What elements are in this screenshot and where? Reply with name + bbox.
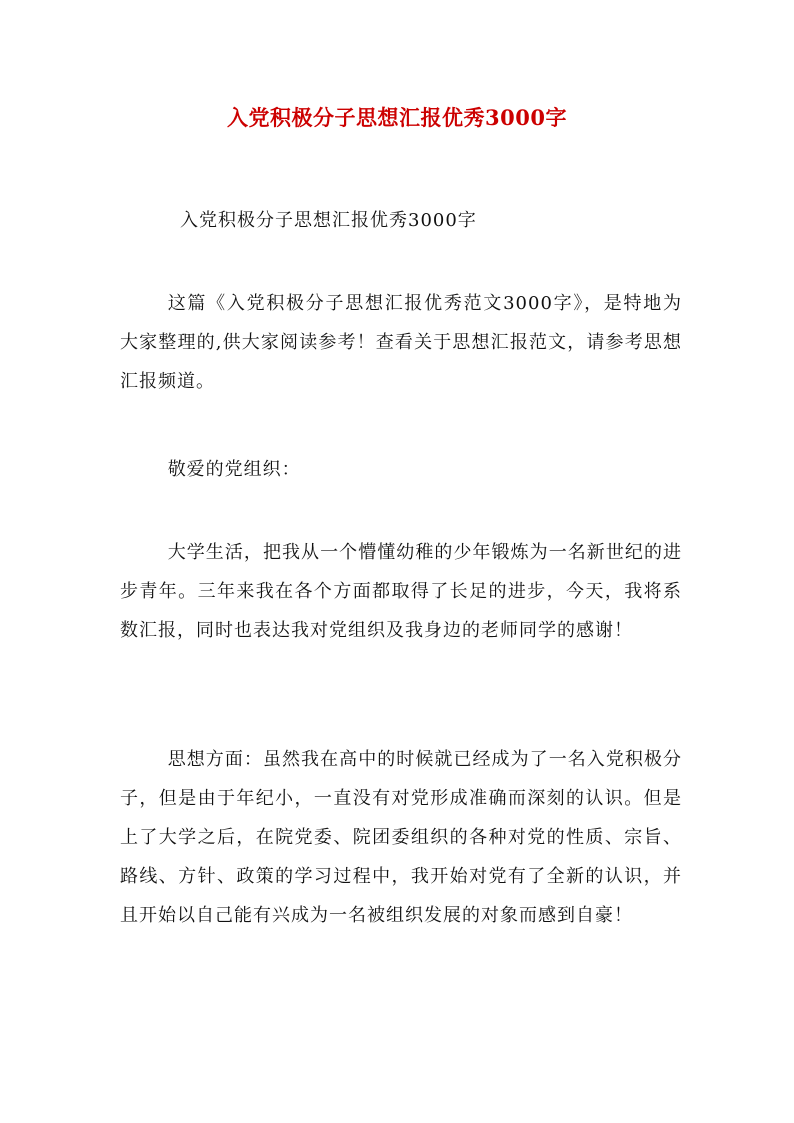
document-title: 入党积极分子思想汇报优秀3000字 [227, 105, 567, 130]
paragraph-salutation: 敬爱的党组织： [167, 459, 301, 480]
paragraph-intro: 这篇《入党积极分子思想汇报优秀范文3000字》，是特地为大家整理的,供大家阅读参考！查看关于思想汇报范文，请参考思想汇报频道。 [120, 293, 682, 392]
document-subtitle: 入党积极分子思想汇报优秀3000字 [180, 210, 477, 231]
paragraph-college-life: 大学生活，把我从一个懵懂幼稚的少年锻炼为一名新世纪的进步青年。三年来我在各个方面都取得了长足的进步，今天，我将系数汇报，同时也表达我对党组织及我身边的老师同学的感谢！ [120, 542, 682, 641]
paragraph-thought: 思想方面：虽然我在高中的时候就已经成为了一名入党积极分子，但是由于年纪小，一直没有对党形成准确而深刻的认识。但是上了大学之后，在院党委、院团委组织的各种对党的性质、宗旨、路线、方针、政策的学习过程中，我开始对党有了全新的认识，并且开始以自己能有兴成为一名被组织发展的对象而感到自豪！ [120, 749, 682, 926]
